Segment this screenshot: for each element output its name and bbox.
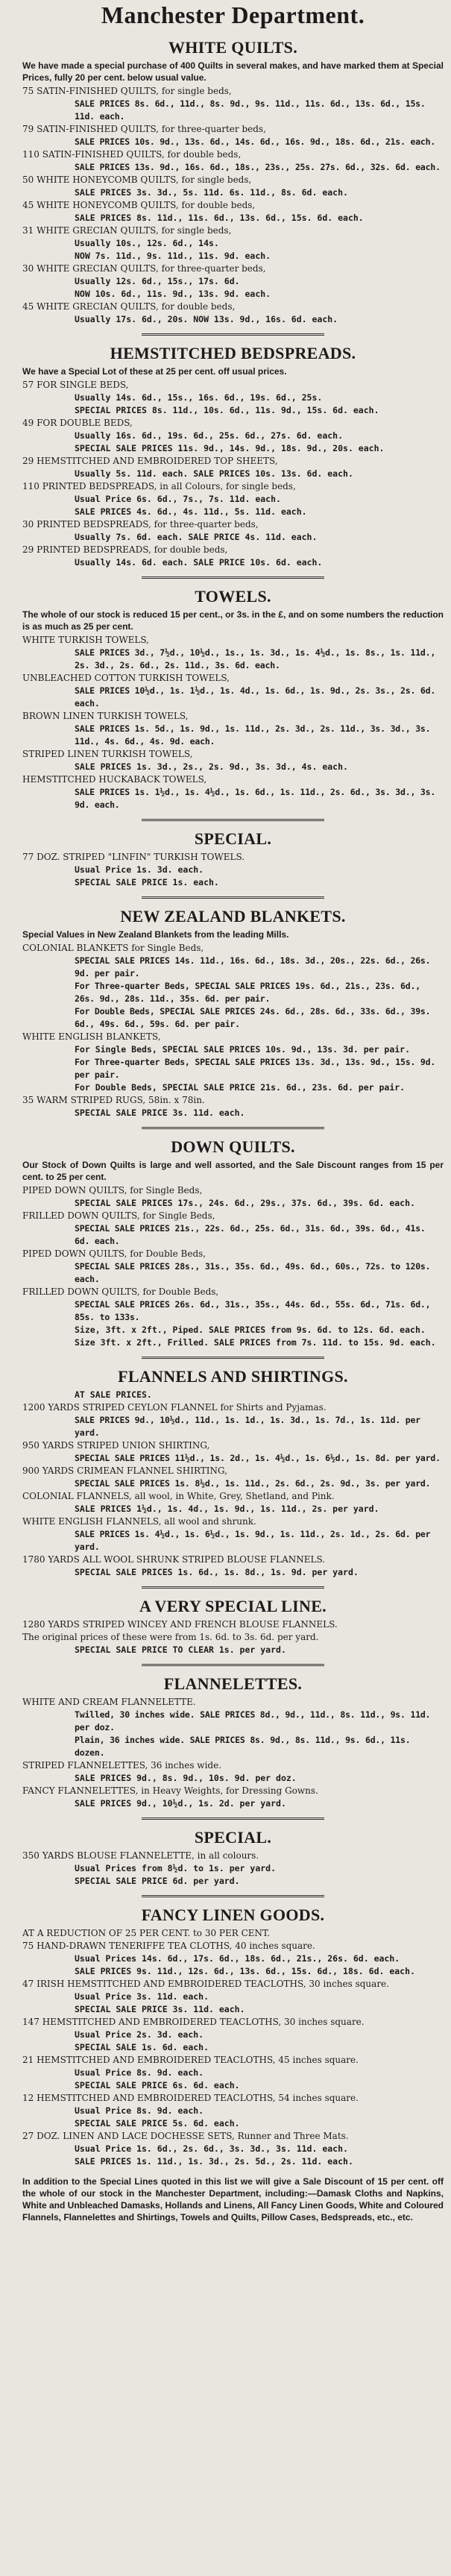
section	[22, 1127, 444, 1349]
price-line: SPECIAL PRICES 8s. 11d., 10s. 6d., 11s. 9d., 15s. 6d. each.	[75, 405, 379, 415]
item-line: AT A REDUCTION OF 25 PER CENT. to 30 PER CENT.	[22, 1928, 271, 1938]
section-divider	[142, 1818, 324, 1820]
price-line: AT SALE PRICES.	[75, 1389, 152, 1400]
section-heading: DOWN QUILTS.	[171, 1137, 295, 1156]
section-intro: Special Values in New Zealand Blankets from the leading Mills.	[22, 929, 289, 940]
item-line: WHITE ENGLISH BLANKETS,	[22, 1031, 161, 1042]
item-line: PIPED DOWN QUILTS, for Double Beds,	[22, 1248, 206, 1259]
price-line: SALE PRICES 9d., 10½d., 1s. 2d. per yard.	[75, 1798, 286, 1809]
item-line: HEMSTITCHED HUCKABACK TOWELS,	[22, 774, 207, 785]
price-line: Usually 14s. 6d., 15s., 16s. 6d., 19s. 6d., 25s.	[75, 392, 323, 403]
item-line: 30 WHITE GRECIAN QUILTS, for three-quarter beds,	[22, 263, 266, 274]
item-line: WHITE TURKISH TOWELS,	[22, 635, 149, 645]
price-line: SPECIAL SALE PRICE 5s. 6d. each.	[75, 2118, 240, 2129]
item-line: 79 SATIN-FINISHED QUILTS, for three-quarter beds,	[22, 124, 266, 134]
price-line: NOW 7s. 11d., 9s. 11d., 11s. 9d. each.	[75, 251, 271, 261]
section-heading: SPECIAL.	[194, 1828, 272, 1847]
price-line: SPECIAL SALE PRICE 3s. 11d. each.	[75, 1108, 245, 1118]
item-line: 30 PRINTED BEDSPREADS, for three-quarter beds,	[22, 519, 259, 530]
item-line: BROWN LINEN TURKISH TOWELS,	[22, 711, 189, 721]
section-heading: WHITE QUILTS.	[168, 38, 298, 57]
item-line: 147 HEMSTITCHED AND EMBROIDERED TEACLOTHS, 30 inches square.	[22, 2017, 365, 2027]
price-line: SALE PRICES 10½d., 1s. 1½d., 1s. 4d., 1s. 6d., 1s. 9d., 2s. 3s., 2s. 6d. each.	[75, 685, 436, 709]
sections-container	[22, 37, 444, 2168]
price-line: NOW 10s. 6d., 11s. 9d., 13s. 9d. each.	[75, 289, 271, 299]
item-line: 77 DOZ. STRIPED "LINFIN" TURKISH TOWELS.	[22, 852, 245, 862]
section-heading: HEMSTITCHED BEDSPREADS.	[110, 344, 356, 362]
item-line: 29 HEMSTITCHED AND EMBROIDERED TOP SHEETS,	[22, 456, 278, 466]
item-line: 110 PRINTED BEDSPREADS, in all Colours, for single beds,	[22, 481, 296, 491]
item-line: 1280 YARDS STRIPED WINCEY AND FRENCH BLOUSE FLANNELS.	[22, 1619, 338, 1630]
price-line: SALE PRICES 13s. 9d., 16s. 6d., 18s., 23s., 25s. 27s. 6d., 32s. 6d. each.	[75, 162, 441, 172]
item-line: 900 YARDS CRIMEAN FLANNEL SHIRTING,	[22, 1466, 228, 1476]
item-line: WHITE ENGLISH FLANNELS, all wool and shrunk.	[22, 1516, 256, 1527]
item-line: 350 YARDS BLOUSE FLANNELETTE, in all colours.	[22, 1850, 259, 1861]
item-line: 45 WHITE HONEYCOMB QUILTS, for double beds,	[22, 200, 256, 210]
price-line: SALE PRICES 4s. 6d., 4s. 11d., 5s. 11d. each.	[75, 506, 307, 517]
item-line: 45 WHITE GRECIAN QUILTS, for double beds,	[22, 301, 236, 312]
item-line: 50 WHITE HONEYCOMB QUILTS, for single beds,	[22, 175, 252, 185]
price-line: Usual Prices 14s. 6d., 17s. 6d., 18s. 6d., 21s., 26s. 6d. each.	[75, 1953, 400, 1964]
section	[22, 819, 444, 889]
item-line: UNBLEACHED COTTON TURKISH TOWELS,	[22, 673, 230, 683]
section	[22, 1586, 444, 1656]
section-heading: A VERY SPECIAL LINE.	[139, 1597, 327, 1615]
price-line: Usual Price 2s. 3d. each.	[75, 2029, 204, 2040]
price-line: SPECIAL SALE PRICE TO CLEAR 1s. per yard.	[75, 1644, 286, 1655]
price-line: SALE PRICES 8s. 6d., 11d., 8s. 9d., 9s. 11d., 11s. 6d., 13s. 6d., 15s. 11d. each.	[75, 98, 426, 122]
item-line: 1780 YARDS ALL WOOL SHRUNK STRIPED BLOUSE FLANNELS.	[22, 1554, 326, 1565]
price-line: Usually 12s. 6d., 15s., 17s. 6d.	[75, 276, 240, 286]
section-intro: The whole of our stock is reduced 15 per cent., or 3s. in the £, and on some numbers the reduction is as much as 25 per cent.	[22, 609, 444, 632]
section	[22, 896, 444, 1119]
item-line: 950 YARDS STRIPED UNION SHIRTING,	[22, 1440, 210, 1451]
item-line: 75 HAND-DRAWN TENERIFFE TEA CLOTHS, 40 inches square.	[22, 1941, 315, 1951]
item-line: 75 SATIN-FINISHED QUILTS, for single beds,	[22, 86, 232, 96]
item-line: 110 SATIN-FINISHED QUILTS, for double beds,	[22, 149, 242, 160]
section-divider	[142, 896, 324, 899]
price-line: Size 3ft. x 2ft., Frilled. SALE PRICES from 7s. 11d. to 15s. 9d. each.	[75, 1337, 436, 1348]
item-line: 57 FOR SINGLE BEDS,	[22, 380, 129, 390]
price-line: Usually 10s., 12s. 6d., 14s.	[75, 238, 219, 248]
item-line: STRIPED FLANNELETTES, 36 inches wide.	[22, 1760, 222, 1771]
price-line: SPECIAL SALE PRICES 11s. 9d., 14s. 9d., 18s. 9d., 20s. each.	[75, 443, 385, 453]
section-divider	[142, 333, 324, 336]
price-line: SALE PRICES 1s. 3d., 2s., 2s. 9d., 3s. 3d., 4s. each.	[75, 761, 348, 772]
item-line: WHITE AND CREAM FLANNELETTE.	[22, 1697, 196, 1707]
item-line: 1200 YARDS STRIPED CEYLON FLANNEL for Shirts and Pyjamas.	[22, 1402, 327, 1413]
price-line: SPECIAL SALE PRICES 1s. 8½d., 1s. 11d., 2s. 6d., 2s. 9d., 3s. per yard.	[75, 1478, 431, 1489]
section-divider	[142, 1127, 324, 1129]
price-line: SPECIAL SALE 1s. 6d. each.	[75, 2042, 209, 2052]
section-divider	[142, 1664, 324, 1666]
section-divider	[142, 819, 324, 821]
item-line: 35 WARM STRIPED RUGS, 58in. x 78in.	[22, 1095, 205, 1105]
price-line: Usually 7s. 6d. each. SALE PRICE 4s. 11d. each.	[75, 532, 318, 542]
price-line: Usual Price 1s. 3d. each.	[75, 864, 204, 875]
section-divider	[142, 1357, 324, 1359]
item-line: PIPED DOWN QUILTS, for Single Beds,	[22, 1185, 203, 1196]
section	[22, 333, 444, 569]
price-line: SALE PRICES 1½d., 1s. 4d., 1s. 9d., 1s. 11d., 2s. per yard.	[75, 1504, 379, 1514]
price-line: SPECIAL SALE PRICE 1s. each.	[75, 877, 219, 888]
price-line: SALE PRICES 1s. 5d., 1s. 9d., 1s. 11d., 2s. 3d., 2s. 11d., 3s. 3d., 3s. 11d., 4s. 6d., 4s. 9d. each.	[75, 723, 431, 747]
price-line: SPECIAL SALE PRICES 11½d., 1s. 2d., 1s. 4½d., 1s. 6½d., 1s. 8d. per yard.	[75, 1453, 441, 1463]
price-line: Usually 17s. 6d., 20s. NOW 13s. 9d., 16s. 6d. each.	[75, 314, 338, 324]
price-line: SPECIAL SALE PRICES 14s. 11d., 16s. 6d., 18s. 3d., 20s., 22s. 6d., 26s. 9d. per pair.	[75, 955, 431, 978]
price-line: Usual Price 6s. 6d., 7s., 7s. 11d. each.	[75, 494, 281, 504]
price-line: Usually 14s. 6d. each. SALE PRICE 10s. 6d. each.	[75, 557, 323, 568]
section	[22, 37, 444, 326]
section-heading: FANCY LINEN GOODS.	[141, 1906, 325, 1924]
item-line: STRIPED LINEN TURKISH TOWELS,	[22, 749, 193, 759]
item-line: FANCY FLANNELETTES, in Heavy Weights, for Dressing Gowns.	[22, 1785, 318, 1796]
section-divider	[142, 1895, 324, 1897]
section	[22, 1895, 444, 2168]
section-heading: FLANNELS AND SHIRTINGS.	[118, 1367, 348, 1386]
item-line: 31 WHITE GRECIAN QUILTS, for single beds,	[22, 225, 232, 236]
price-line: SALE PRICES 9d., 10½d., 11d., 1s. 1d., 1s. 3d., 1s. 7d., 1s. 11d. per yard.	[75, 1415, 420, 1438]
item-line: FRILLED DOWN QUILTS, for Single Beds,	[22, 1210, 215, 1221]
price-line: SALE PRICES 9s. 11d., 12s. 6d., 13s. 6d., 15s. 6d., 18s. 6d. each.	[75, 1966, 415, 1976]
price-line: Usual Price 8s. 9d. each.	[75, 2067, 204, 2078]
price-line: SPECIAL SALE PRICES 28s., 31s., 35s. 6d., 49s. 6d., 60s., 72s. to 120s. each.	[75, 1261, 431, 1284]
price-line: SPECIAL SALE PRICES 26s. 6d., 31s., 35s., 44s. 6d., 55s. 6d., 71s. 6d., 85s. to 133s.	[75, 1299, 431, 1322]
price-line: SALE PRICES 3s. 3d., 5s. 11d. 6s. 11d., 8s. 6d. each.	[75, 187, 348, 198]
price-line: SALE PRICES 10s. 9d., 13s. 6d., 14s. 6d., 16s. 9d., 18s. 6d., 21s. each.	[75, 136, 436, 147]
price-line: Usual Price 3s. 11d. each.	[75, 1991, 209, 2002]
section-heading: SPECIAL.	[194, 829, 272, 848]
price-line: Usual Price 8s. 9d. each.	[75, 2105, 204, 2116]
price-line: SALE PRICES 8s. 11d., 11s. 6d., 13s. 6d., 15s. 6d. each.	[75, 213, 364, 223]
item-line: 27 DOZ. LINEN AND LACE DOCHESSE SETS, Runner and Three Mats.	[22, 2131, 349, 2141]
section-intro: Our Stock of Down Quilts is large and well assorted, and the Sale Discount ranges from 15 per cent. to 25 per cent.	[22, 1160, 444, 1182]
section-heading: NEW ZEALAND BLANKETS.	[120, 907, 346, 926]
price-line: Twilled, 30 inches wide. SALE PRICES 8d., 9d., 11d., 8s. 11d., 9s. 11d. per doz.	[75, 1709, 431, 1732]
price-line: For Single Beds, SPECIAL SALE PRICES 10s. 9d., 13s. 3d. per pair.	[75, 1044, 411, 1055]
item-line: 29 PRINTED BEDSPREADS, for double beds,	[22, 544, 228, 555]
price-line: SALE PRICES 1s. 4½d., 1s. 6½d., 1s. 9d., 1s. 11d., 2s. 1d., 2s. 6d. per yard.	[75, 1529, 431, 1552]
item-line: 49 FOR DOUBLE BEDS,	[22, 418, 133, 428]
item-line: 47 IRISH HEMSTITCHED AND EMBROIDERED TEACLOTHS, 30 inches square.	[22, 1979, 389, 1989]
price-line: SALE PRICES 9d., 8s. 9d., 10s. 9d. per doz.	[75, 1773, 297, 1783]
section-divider	[142, 1586, 324, 1589]
section-heading: TOWELS.	[195, 587, 271, 606]
price-line: SALE PRICES 1s. 11d., 1s. 3d., 2s. 5d., 2s. 11d. each.	[75, 2156, 353, 2167]
price-line: Size, 3ft. x 2ft., Piped. SALE PRICES from 9s. 6d. to 12s. 6d. each.	[75, 1325, 426, 1335]
section-intro: We have made a special purchase of 400 Quilts in several makes, and have marked them at Special Prices, fully 20 per cent. below usual value.	[22, 60, 444, 83]
price-line: For Three-quarter Beds, SPECIAL SALE PRICES 19s. 6d., 21s., 23s. 6d., 26s. 9d., 28s. 11d., 35s. 6d. per pair.	[75, 981, 420, 1004]
item-line: 12 HEMSTITCHED AND EMBROIDERED TEACLOTHS, 54 inches square.	[22, 2093, 359, 2103]
item-line: 21 HEMSTITCHED AND EMBROIDERED TEACLOTHS, 45 inches square.	[22, 2055, 359, 2065]
price-line: SPECIAL SALE PRICES 21s., 22s. 6d., 25s. 6d., 31s. 6d., 39s. 6d., 41s. 6d. each.	[75, 1223, 426, 1246]
price-line: For Three-quarter Beds, SPECIAL SALE PRICES 13s. 3d., 13s. 9d., 15s. 9d. per pair.	[75, 1057, 436, 1080]
price-line: Usually 5s. 11d. each. SALE PRICES 10s. 13s. 6d. each.	[75, 468, 353, 479]
item-line: COLONIAL BLANKETS for Single Beds,	[22, 943, 204, 953]
item-line: The original prices of these were from 1s. 6d. to 3s. 6d. per yard.	[22, 1632, 319, 1642]
price-line: SPECIAL SALE PRICES 17s., 24s. 6d., 29s., 37s. 6d., 39s. 6d. each.	[75, 1198, 415, 1208]
price-line: For Double Beds, SPECIAL SALE PRICES 24s. 6d., 28s. 6d., 33s. 6d., 39s. 6d., 49s. 6d., 59s. 6d. per pair.	[75, 1006, 431, 1029]
price-line: SPECIAL SALE PRICES 1s. 6d., 1s. 8d., 1s. 9d. per yard.	[75, 1567, 359, 1577]
section	[22, 577, 444, 811]
section	[22, 1664, 444, 1810]
price-line: SPECIAL SALE PRICE 3s. 11d. each.	[75, 2004, 245, 2014]
price-line: Usual Prices from 8½d. to 1s. per yard.	[75, 1863, 277, 1873]
footer-note: In addition to the Special Lines quoted in this list we will give a Sale Discount of 15 per cent. off the whole of our stock in the Manchester Department, including:—Damask Cloths and Napkins, White and Unbleached Damasks, Hollands and Linens, All Fancy Linen Goods, White and Coloured Flannels, Flannelettes and Shirtings, Towels and Quilts, Pillow Cases, Bedspreads, etc., etc.	[22, 2176, 444, 2222]
price-line: Plain, 36 inches wide. SALE PRICES 8s. 9d., 8s. 11d., 9s. 6d., 11s. dozen.	[75, 1735, 411, 1758]
price-line: For Double Beds, SPECIAL SALE PRICE 21s. 6d., 23s. 6d. per pair.	[75, 1082, 406, 1093]
price-line: Usually 16s. 6d., 19s. 6d., 25s. 6d., 27s. 6d. each.	[75, 430, 344, 441]
section-intro: We have a Special Lot of these at 25 per cent. off usual prices.	[22, 366, 287, 377]
price-line: SPECIAL SALE PRICE 6s. 6d. each.	[75, 2080, 240, 2090]
section	[22, 1357, 444, 1579]
price-line: Usual Price 1s. 6d., 2s. 6d., 3s. 3d., 3s. 11d. each.	[75, 2143, 348, 2154]
item-line: FRILLED DOWN QUILTS, for Double Beds,	[22, 1287, 219, 1297]
page-title: Manchester Department.	[101, 1, 365, 28]
section-heading: FLANNELETTES.	[163, 1674, 303, 1693]
price-line: SALE PRICES 3d., 7½d., 10½d., 1s., 1s. 3d., 1s. 4½d., 1s. 8s., 1s. 11d., 2s. 3d., 2s. 6d., 2s. 11d., 3s. 6d. each.	[75, 647, 436, 670]
price-line: SALE PRICES 1s. 1½d., 1s. 4½d., 1s. 6d., 1s. 11d., 2s. 6d., 3s. 3d., 3s. 9d. each.	[75, 787, 436, 810]
item-line: COLONIAL FLANNELS, all wool, in White, Grey, Shetland, and Pink.	[22, 1491, 335, 1501]
section	[22, 1818, 444, 1888]
section-divider	[142, 577, 324, 579]
price-line: SPECIAL SALE PRICE 6d. per yard.	[75, 1876, 240, 1886]
